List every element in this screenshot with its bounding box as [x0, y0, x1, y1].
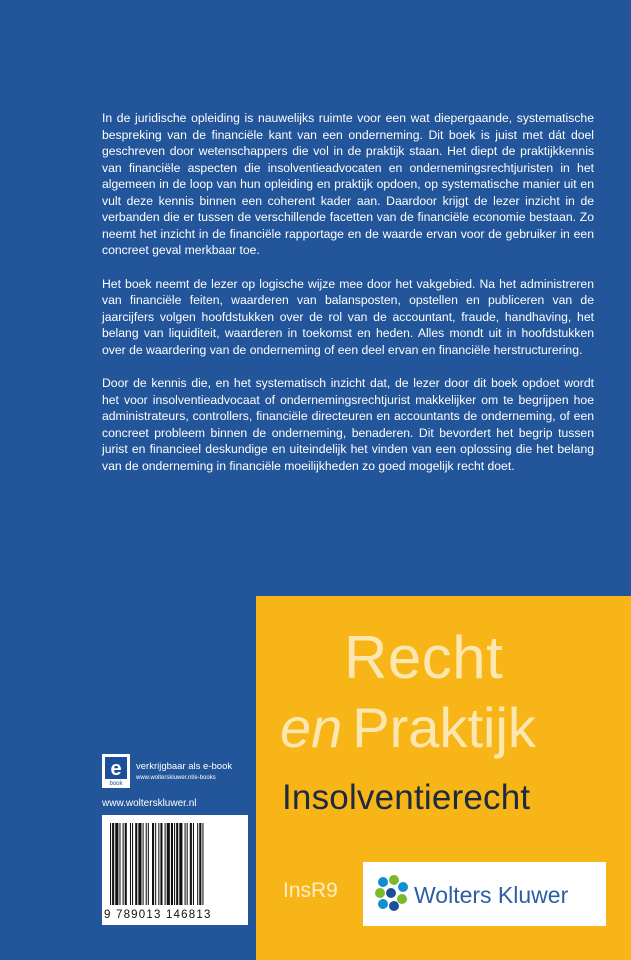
barcode-bar — [123, 823, 124, 905]
publisher-website: www.wolterskluwer.nl — [102, 798, 197, 809]
series-title-line1: Recht — [344, 624, 504, 691]
barcode-bar — [190, 823, 192, 905]
blurb-paragraph-1: In de juridische opleiding is nauwelijks ruimte voor een wat diepergaande, systematische bespreking van de financiële kant van een onderneming. Dit boek is juist met dát doel geschreven door wetenschappers die vol in de praktijk staan. Het diept de praktijkkennis van financiële aspecten die insolventieadvocaten en ondernemingsrechtjuristen in het algemeen in de loop van hun opleiding en praktijk opdoen, op systematische manier uit en vult deze kennis binnen een coherent kader aan. Daardoor krijgt de lezer inzicht in de verbanden die er tussen de verschillende facetten van de financiële economie bestaan. Zo neemt het inzicht in de financiële rapportage en de waarde ervan voor de gebruiker in een concreet geval merkbaar toe. — [102, 111, 594, 257]
barcode-bar — [165, 823, 166, 905]
barcode-bar — [167, 823, 170, 905]
blurb-paragraph-3: Door de kennis die, en het systematisch inzicht dat, de lezer door dit boek opdoet wordt het voor insolventieadvocaat of ondernemingsrechtjurist makkelijker om te begrijpen hoe administrateurs, controllers, financiële directeuren en accountants de onderneming, of een concreet probleem binnen de onderneming, benaderen. Dit bevordert het begrip tussen jurist en financieel deskundige en uiteindelijk het vinden van een oplossing die het belang van de onderneming in financiële moeilijkheden zo goed mogelijk recht doet. — [102, 376, 594, 473]
barcode-bar — [125, 823, 127, 905]
wolters-kluwer-logo-icon — [372, 874, 410, 912]
barcode-bar — [146, 823, 147, 905]
ebook-url: www.wolterskluwer.nl/e-books — [136, 775, 216, 781]
ebook-label: verkrijgbaar als e-book — [136, 761, 233, 772]
series-code: InsR9 — [283, 879, 338, 902]
ebook-icon-letter: e — [110, 758, 122, 780]
ebook-icon — [102, 754, 130, 788]
barcode-bar — [158, 823, 159, 905]
barcode-bar — [199, 823, 201, 905]
barcode-bar — [130, 823, 131, 905]
barcode-bar — [179, 823, 182, 905]
isbn-number: 9 789013 146813 — [104, 909, 212, 921]
barcode-bar — [110, 823, 111, 905]
barcode-bar — [148, 823, 149, 905]
barcode-bar — [171, 823, 173, 905]
back-cover-blurb — [102, 110, 594, 491]
barcode-bar — [185, 823, 186, 905]
barcode-bar — [160, 823, 162, 905]
barcode-bar — [132, 823, 133, 905]
series-title-praktijk: Praktijk — [352, 696, 536, 759]
ebook-icon-sublabel: book — [109, 781, 123, 787]
publisher-name: Wolters Kluwer — [414, 882, 569, 908]
barcode-bar — [143, 823, 144, 905]
barcode-bar — [174, 823, 175, 905]
barcode-bar — [197, 823, 198, 905]
barcode-bar — [155, 823, 156, 905]
series-title-line2 — [280, 698, 536, 758]
blurb-paragraph-2: Het boek neemt de lezer op logische wijze mee door het vakgebied. Na het administreren van financiële feiten, waarderen van balansposten, opstellen en publiceren van de jaarcijfers volgen hoofdstukken over de rol van de accountant, fraude, handhaving, het belang van liquiditeit, waarderen in toekomst en heden. Alles mondt uit in hoofdstukken over de waardering van de onderneming of een deel ervan en financiële herstructurering. — [102, 276, 594, 357]
series-title-en: en — [280, 696, 343, 759]
barcode-bar — [152, 823, 154, 905]
series-subject: Insolventierecht — [282, 778, 531, 817]
barcode-bar — [187, 823, 188, 905]
barcode-bar — [202, 823, 203, 905]
barcode-bar — [119, 823, 120, 905]
barcode-bar — [193, 823, 194, 905]
barcode-bar — [115, 823, 118, 905]
barcode-bar — [176, 823, 178, 905]
barcode-bar — [138, 823, 141, 905]
barcode-bar — [135, 823, 137, 905]
barcode-bar — [112, 823, 114, 905]
